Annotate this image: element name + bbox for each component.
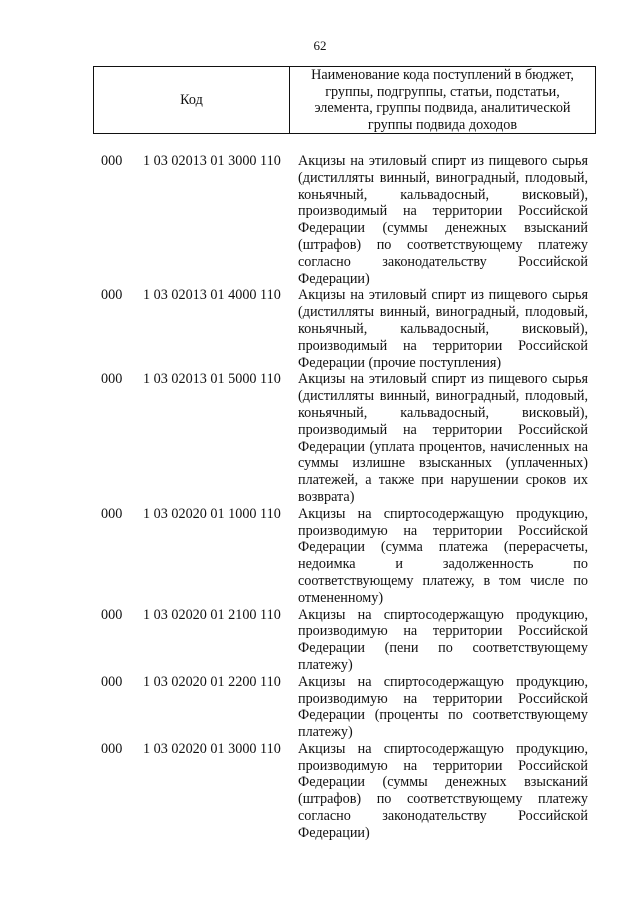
revenue-code: 1 03 02013 01 4000 110: [143, 287, 281, 304]
revenue-description: Акцизы на этиловый спирт из пищевого сырья (дистилляты винный, виноградный, плодовый, коньячный, кальвадосный, висковый), производимый на территории Российской Федерации (суммы денежных взысканий (штрафов) по соответствующему платежу согласно законодательству Российской Федерации): [298, 153, 588, 287]
list-item: [0, 153, 640, 287]
list-item: [0, 674, 640, 741]
revenue-code: 1 03 02013 01 3000 110: [143, 153, 281, 169]
name-column-header: Наименование кода поступлений в бюджет, группы, подгруппы, статьи, подстатьи, элемента, группы подвида, аналитической группы подвида доходов: [311, 67, 574, 133]
revenue-description: Акцизы на спиртосодержащую продукцию, производимую на территории Российской Федерации (суммы денежных взысканий (штрафов) по соответствующему платежу согласно законодательству Российской Федерации): [298, 740, 588, 841]
admin-code: 000: [101, 287, 123, 304]
revenue-code: 1 03 02013 01 5000 110: [143, 371, 281, 388]
list-item: [0, 741, 640, 842]
code-column-header: Код: [94, 67, 290, 133]
admin-code: 000: [101, 740, 123, 757]
revenue-description: Акцизы на спиртосодержащую продукцию, производимую на территории Российской Федерации (проценты по соответствующему платежу): [298, 673, 588, 741]
admin-code: 000: [101, 673, 123, 690]
admin-code: 000: [101, 153, 123, 169]
list-item: [0, 371, 640, 505]
revenue-code: 1 03 02020 01 1000 110: [143, 505, 281, 522]
revenue-code: 1 03 02020 01 2200 110: [143, 673, 281, 690]
revenue-description: Акцизы на спиртосодержащую продукцию, производимую на территории Российской Федерации (сумма платежа (перерасчеты, недоимка и задолженность по соответствующему платежу, в том числе по отмененному): [298, 505, 588, 606]
list-item: [0, 506, 640, 607]
admin-code: 000: [101, 371, 123, 388]
revenue-code: 1 03 02020 01 2100 110: [143, 606, 281, 623]
admin-code: 000: [101, 505, 123, 522]
list-item: [0, 287, 640, 371]
revenue-code-list: [0, 153, 640, 842]
list-item: [0, 607, 640, 674]
revenue-description: Акцизы на этиловый спирт из пищевого сырья (дистилляты винный, виноградный, плодовый, коньячный, кальвадосный, висковый), производимый на территории Российской Федерации (прочие поступления): [298, 287, 588, 371]
revenue-description: Акцизы на этиловый спирт из пищевого сырья (дистилляты винный, виноградный, плодовый, коньячный, кальвадосный, висковый), производимый на территории Российской Федерации (уплата процентов, начисленных на суммы излишне взысканных (уплаченных) платежей, а также при нарушении сроков их возврата): [298, 371, 588, 505]
admin-code: 000: [101, 606, 123, 623]
revenue-code: 1 03 02020 01 3000 110: [143, 740, 281, 757]
page-number: 62: [313, 38, 327, 53]
revenue-description: Акцизы на спиртосодержащую продукцию, производимую на территории Российской Федерации (пени по соответствующему платежу): [298, 606, 588, 673]
column-header-table: [93, 66, 596, 134]
